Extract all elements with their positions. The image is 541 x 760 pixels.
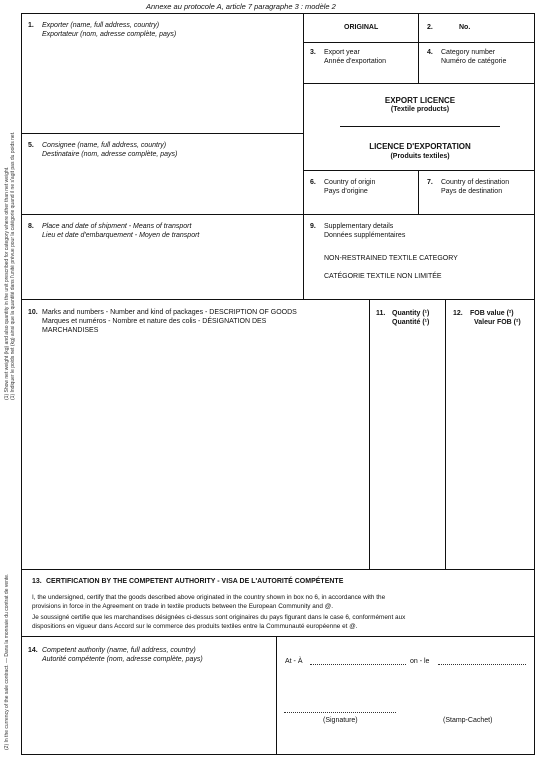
box-number: 10. [28,309,38,316]
box-number: 11. [376,310,386,317]
signature-label: (Signature) [323,717,358,724]
title-area [303,83,535,171]
box-number: 4. [427,49,433,56]
box-shipment[interactable] [21,214,304,300]
stamp-label: (Stamp-Cachet) [443,717,493,724]
side-note-quantity-fr: (1) Indiquer le poids net (kg) ainsi que la quantité dans l'unité prévue pour la catégorie quand il ne s'agit pas du poids net. [10,131,16,400]
fob-en: FOB value (²) [470,310,514,317]
certification-text-en-1: I, the undersigned, certify that the goods described above originated in the country shown in box no 6, in accordance with the [32,594,386,601]
box-number: 2. [427,24,433,31]
box-exporter[interactable] [21,13,304,134]
place-input[interactable] [310,664,406,665]
shipment-label-en: Place and date of shipment - Means of transport [42,223,192,230]
certification-text-fr-2: dispositions en vigueur dans Accord sur le commerce des produits textiles entre la Communauté européenne et @. [32,623,358,630]
certification-title: CERTIFICATION BY THE COMPETENT AUTHORITY - VISA DE L'AUTORITÉ COMPÉTENTE [46,578,344,585]
box-competent-authority[interactable] [21,636,277,755]
box-country-destination[interactable] [418,170,535,215]
side-note-quantity-en: (1) Show net weight (kg) and also quantity in the unit prescribed for category where other than net weight. [4,166,10,400]
box-certification [21,569,535,637]
box-category-number[interactable] [418,42,535,84]
box-number-field[interactable] [418,13,535,43]
category-fr: Numéro de catégorie [441,58,507,65]
title-divider [340,126,500,127]
export-year-fr: Année d'exportation [324,58,387,65]
box-number: 3. [310,49,316,56]
exporter-label-fr: Exportateur (nom, adresse complète, pays) [42,31,177,38]
shipment-label-fr: Lieu et date d'embarquement - Moyen de transport [42,232,200,239]
box-number: 14. [28,647,38,654]
certification-text-en-2: provisions in force in the Agreement on trade in textile products between the European Community and @. [32,603,333,610]
box-number: 6. [310,179,316,186]
date-input[interactable] [438,664,526,665]
box-number: 8. [28,223,34,230]
on-label: on - le [410,658,430,665]
category-en: Category number [441,49,496,56]
number-label: No. [459,24,471,31]
box-export-year[interactable] [303,42,419,84]
original-box [303,13,419,43]
fob-fr: Valeur FOB (²) [474,319,521,326]
subtitle-en: (Textile products) [390,106,450,113]
non-restrained-en: NON-RESTRAINED TEXTILE CATEGORY [324,255,458,262]
box-number: 7. [427,179,433,186]
box-number: 1. [28,22,34,29]
box-number: 5. [28,142,34,149]
consignee-label-en: Consignee (name, full address, country) [42,142,167,149]
quantity-fr: Quantité (¹) [392,319,430,326]
box-number: 12. [453,310,463,317]
consignee-label-fr: Destinataire (nom, adresse complète, pays) [42,151,178,158]
form-header: Annexe au protocole A, article 7 paragraphe 3 : modèle 2 [146,2,336,11]
original-label: ORIGINAL [344,24,379,31]
description-label-fr: Marques et numéros - Nombre et nature des colis - DÉSIGNATION DES [42,318,267,325]
box-number: 13. [32,578,42,585]
non-restrained-fr: CATÉGORIE TEXTILE NON LIMITÉE [324,273,442,280]
box-description-goods[interactable] [21,299,370,570]
at-label: At - À [285,658,303,665]
subtitle-fr: (Produits textiles) [390,153,450,160]
destination-en: Country of destination [441,179,510,186]
signature-line[interactable] [284,712,396,713]
origin-fr: Pays d'origine [324,188,368,195]
authority-label-en: Competent authority (name, full address, country) [42,647,196,654]
box-fob-value[interactable] [445,299,535,570]
supplementary-fr: Données supplémentaires [324,232,406,239]
box-number: 9. [310,223,316,230]
title-en: EXPORT LICENCE [384,96,456,105]
export-year-en: Export year [324,49,360,56]
description-label-fr-2: MARCHANDISES [42,327,99,334]
box-consignee[interactable] [21,133,304,215]
destination-fr: Pays de destination [441,188,503,195]
description-label-en: Marks and numbers - Number and kind of packages - DESCRIPTION OF GOODS [42,309,297,316]
title-fr: LICENCE D'EXPORTATION [369,142,471,151]
side-note-currency: (2) In the currency of the sale contract. — Dans la monnaie du contrat de vente. [4,573,10,750]
certification-text-fr-1: Je soussigné certifie que les marchandises désignées ci-dessus sont originaires du pays figurant dans le case 6, conformément aux [32,614,406,621]
origin-en: Country of origin [324,179,376,186]
authority-label-fr: Autorité compétente (nom, adresse complète, pays) [42,656,203,663]
box-country-origin[interactable] [303,170,419,215]
quantity-en: Quantity (¹) [392,310,430,317]
box-quantity[interactable] [369,299,446,570]
box-supplementary[interactable] [303,214,535,300]
exporter-label-en: Exporter (name, full address, country) [42,22,160,29]
supplementary-en: Supplementary details [324,223,394,230]
